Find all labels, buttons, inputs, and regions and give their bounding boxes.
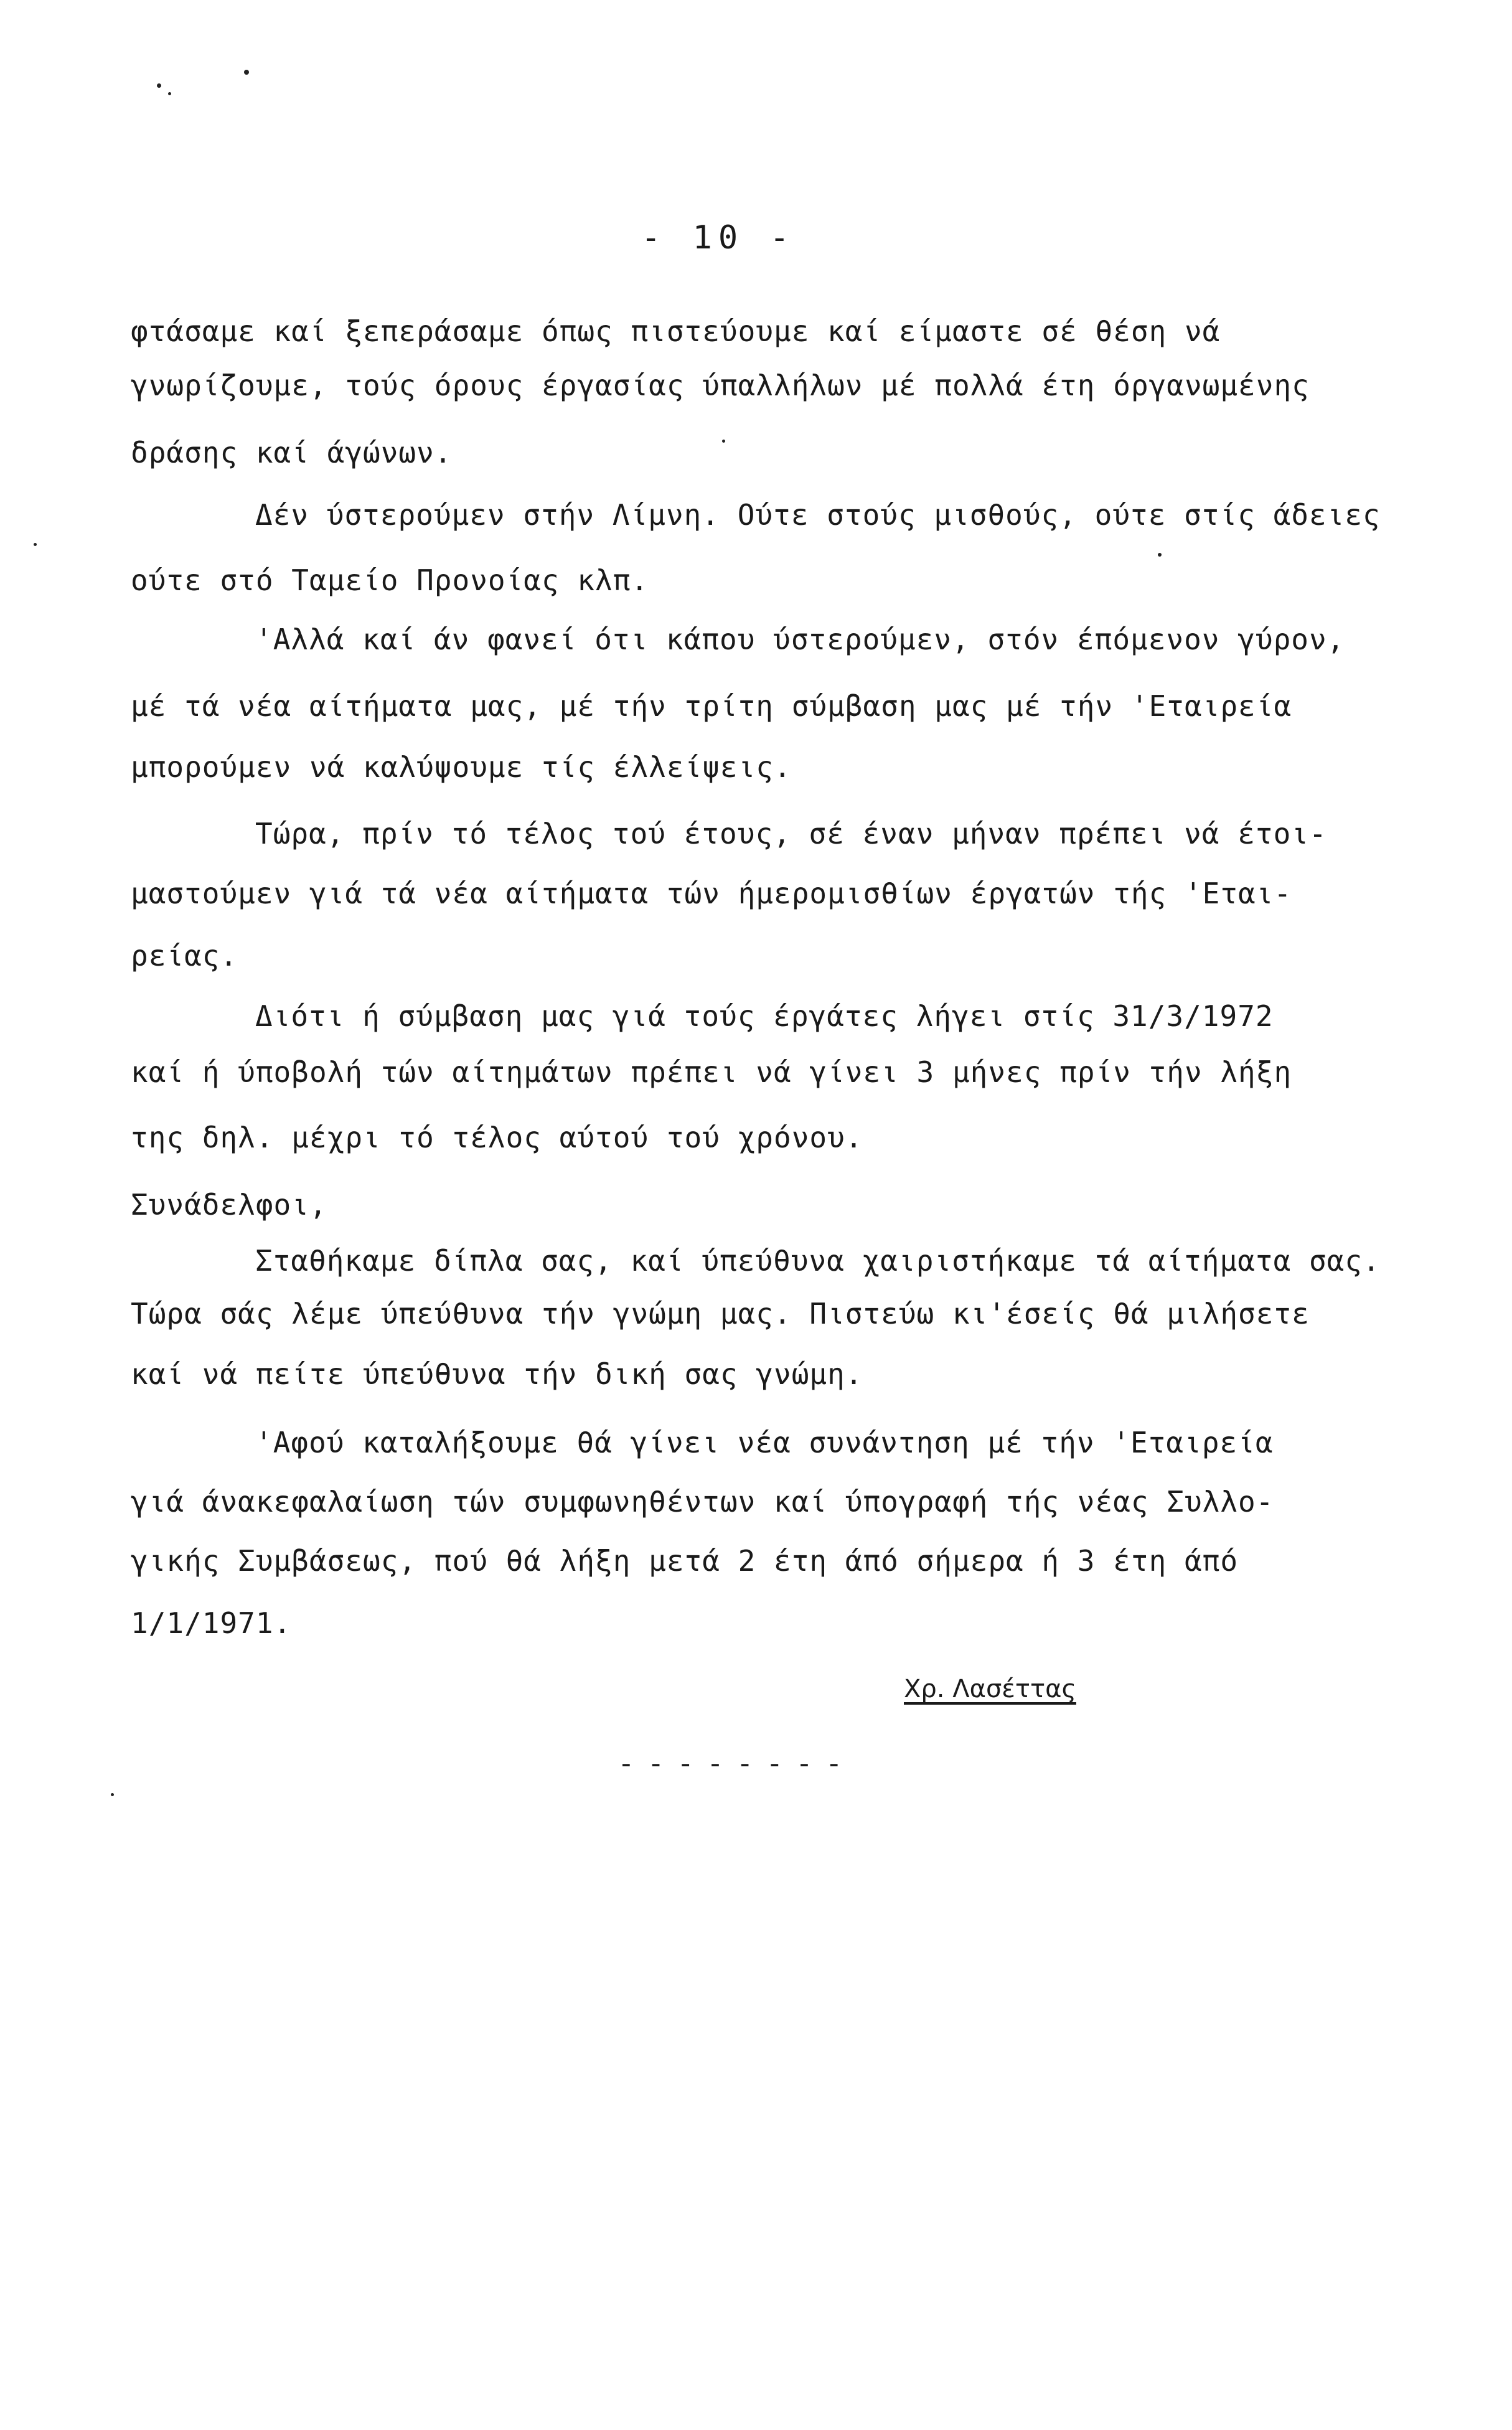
scan-speck: [1158, 553, 1162, 557]
body-line: γικής Συμβάσεως, πού θά λήξη μετά 2 έτη άπό σήμερα ή 3 έτη άπό: [131, 1544, 1239, 1578]
body-line: 'Αφού καταλήξουμε θά γίνει νέα συνάντηση μέ τήν 'Εταιρεία: [255, 1426, 1274, 1459]
scan-speck: [168, 92, 171, 95]
body-line: μαστούμεν γιά τά νέα αίτήματα τών ήμερομισθίων έργατών τής 'Εται-: [131, 877, 1292, 910]
greeting-line: Συνάδελφοι,: [131, 1188, 327, 1222]
scan-speck: [34, 543, 37, 546]
body-line: 'Αλλά καί άν φανεί ότι κάπου ύστερούμεν, στόν έπόμενον γύρον,: [255, 623, 1345, 656]
body-line: Δέν ύστερούμεν στήν Λίμνη. Ούτε στούς μισθούς, ούτε στίς άδειες: [255, 498, 1381, 532]
body-line: Διότι ή σύμβαση μας γιά τούς έργάτες λήγει στίς 31/3/1972: [255, 999, 1274, 1033]
body-line: καί νά πείτε ύπεύθυνα τήν δική σας γνώμη.: [131, 1357, 863, 1391]
page-number: - 10 -: [641, 219, 796, 257]
scan-speck: [111, 1793, 114, 1796]
body-line: γνωρίζουμε, τούς όρους έργασίας ύπαλλήλων μέ πολλά έτη όργανωμένης: [131, 369, 1310, 402]
body-line: γιά άνακεφαλαίωση τών συμφωνηθέντων καί ύπογραφή τής νέας Συλλο-: [131, 1485, 1274, 1519]
body-line: μπορούμεν νά καλύψουμε τίς έλλείψεις.: [131, 750, 792, 784]
end-rule: --------: [617, 1746, 855, 1780]
body-line: Τώρα σάς λέμε ύπεύθυνα τήν γνώμη μας. Πιστεύω κι'έσείς θά μιλήσετε: [131, 1297, 1310, 1330]
body-line: Τώρα, πρίν τό τέλος τού έτους, σέ έναν μήναν πρέπει νά έτοι-: [255, 817, 1327, 850]
body-line: καί ή ύποβολή τών αίτημάτων πρέπει νά γίνει 3 μήνες πρίν τήν λήξη: [131, 1055, 1292, 1089]
body-line: μέ τά νέα αίτήματα μας, μέ τήν τρίτη σύμβαση μας μέ τήν 'Εταιρεία: [131, 689, 1292, 723]
body-line: της δηλ. μέχρι τό τέλος αύτού τού χρόνου.: [131, 1121, 863, 1154]
scan-speck: [157, 83, 161, 88]
body-line: ρείας.: [131, 939, 238, 972]
scan-speck: [244, 70, 249, 75]
body-line: δράσης καί άγώνων.: [131, 436, 453, 469]
signature: Χρ. Λασέττας: [904, 1675, 1076, 1703]
body-line: ούτε στό Ταμείο Προνοίας κλπ.: [131, 563, 649, 597]
body-line: φτάσαμε καί ξεπεράσαμε όπως πιστεύουμε καί είμαστε σέ θέση νά: [131, 314, 1221, 348]
scan-speck: [722, 440, 725, 443]
body-line: 1/1/1971.: [131, 1606, 292, 1640]
body-line: Σταθήκαμε δίπλα σας, καί ύπεύθυνα χαιριστήκαμε τά αίτήματα σας.: [255, 1244, 1381, 1278]
